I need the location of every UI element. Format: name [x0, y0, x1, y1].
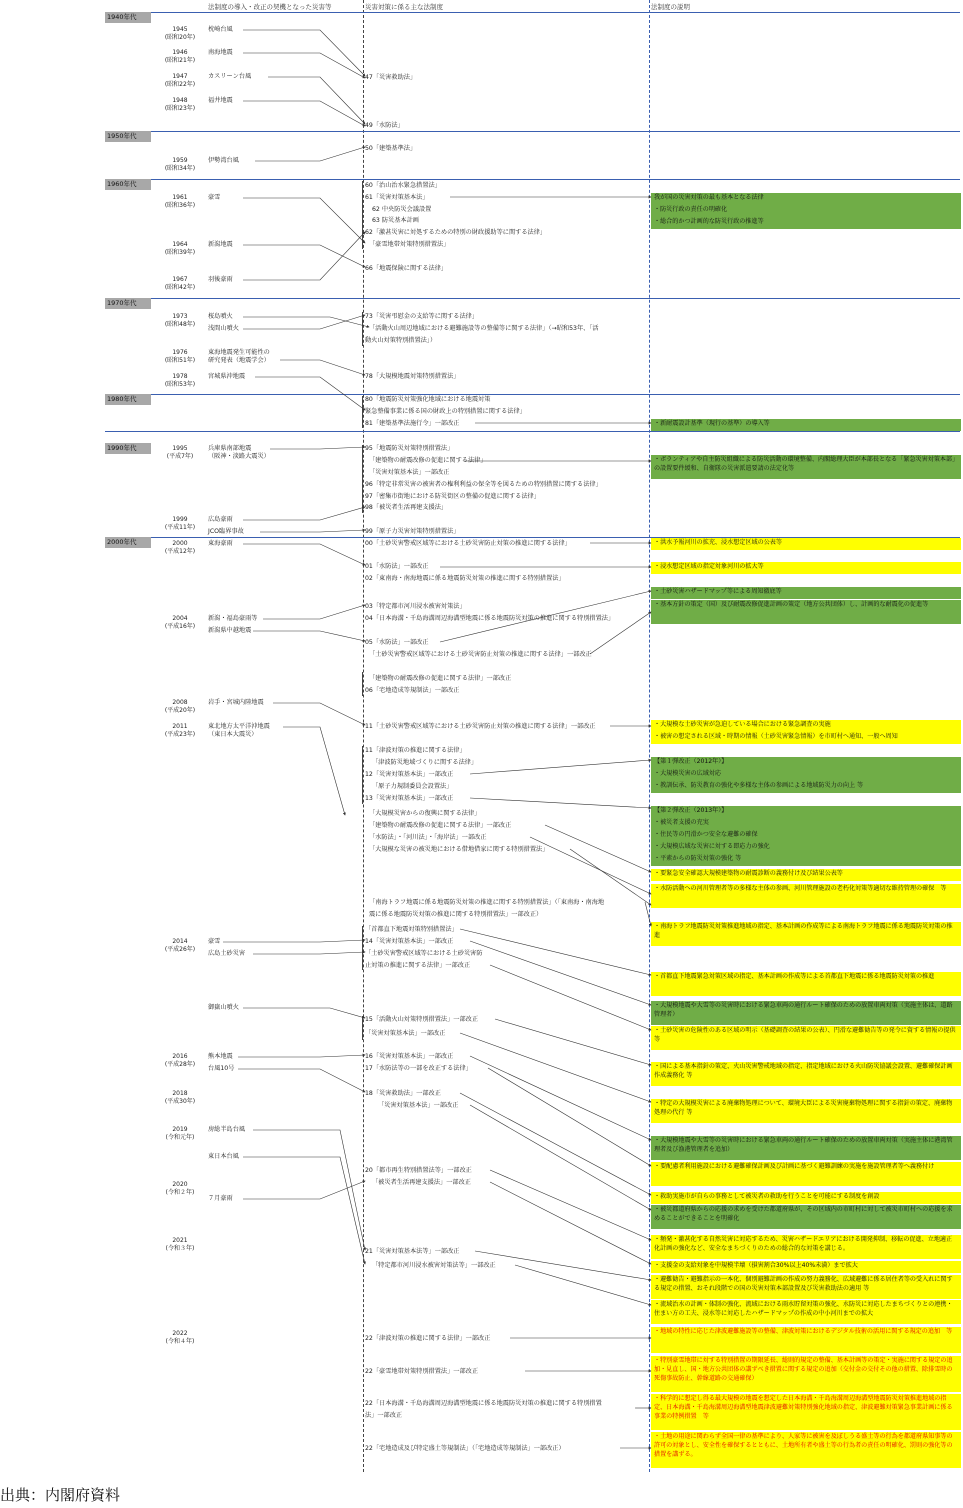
law-label: 95「地震防災対策特別措置法」 [365, 445, 454, 452]
connector [243, 544, 365, 565]
disaster-label: 御嶽山噴火 [208, 1004, 239, 1011]
connector [238, 1069, 365, 1092]
law-label: 「災害対策基本法」一部改正 [369, 469, 450, 476]
law-label: 「建築物の耐震改修の促進に関する法律」一部改正 [369, 675, 512, 682]
description-box: ・大規模広域な災害に対する即応力の強化 [651, 842, 961, 854]
connector [243, 245, 365, 267]
disaster-label: 広島豪雨 [208, 516, 233, 523]
law-label: 「活動火山周辺地域における避難施設等の整備等に関する法律」（→昭和53年、「活 [369, 325, 599, 332]
law-label: 「建築物の耐震改修の促進に関する法律」一部改正 [369, 822, 512, 829]
year-label: 2018 (平成30年) [164, 1090, 196, 1106]
connector [243, 1008, 365, 1018]
era-label: 1980年代 [105, 394, 151, 405]
era-label: 1970年代 [105, 298, 151, 309]
description-box: ・南海トラフ地震防災対策推進地域の指定、基本計画の作成等による南海トラフ地震に係る地震防災対策の推進 [651, 922, 961, 946]
law-label: 「水防法」・「河川法」・「海岸法」一部改正 [369, 834, 487, 841]
description-box: ・被害の想定される区域・時期の情報（土砂災害緊急情報）を市町村へ通知、一般へ周知 [651, 732, 961, 744]
connector [283, 727, 345, 815]
era-line [105, 298, 960, 299]
connector [470, 760, 651, 774]
year-label: 2022 (令和４年) [165, 1330, 195, 1346]
connector [460, 1093, 651, 1195]
law-label: 緊急整備事業に係る国の財政上の特別措置に関する法律」 [365, 408, 526, 415]
connector [495, 1019, 651, 1065]
header-col2: 災害対策に係る主な法制度 [365, 3, 443, 11]
law-label: 02「東南海・南海地震に係る地震防災対策の推進に関する特別措置法」 [365, 575, 565, 582]
disaster-label: 岩手・宮城内陸地震 [208, 699, 264, 706]
description-box: ・平素からの防災対策の強化 等 [651, 854, 961, 866]
law-label: 「災害対策基本法」一部改正 [365, 1030, 446, 1037]
connector [243, 315, 365, 329]
law-label: 97「密集市街地における防災街区の整備の促進に関する法律」 [365, 493, 540, 500]
source-note: 出典：内閣府資料 [0, 1486, 121, 1504]
law-label: 14「災害対策基本法」一部改正 [365, 938, 454, 945]
description-column-divider [649, 0, 650, 1472]
connector [475, 1251, 651, 1280]
disaster-label: 福井地震 [208, 97, 233, 104]
disaster-label: 新潟地震 [208, 241, 233, 248]
law-group-bracket [362, 445, 366, 513]
description-box: ・要緊急安全確認大規模建築物の耐震診断の義務付け及び結果公表等 [651, 869, 961, 881]
law-label: 96「特定非常災害の被害者の権利利益の保全等を図るための特別措置に関する法律」 [365, 481, 602, 488]
law-label: 16「災害対策基本法」一部改正 [365, 1053, 454, 1060]
connector [260, 530, 365, 532]
year-label: 1973 (昭和48年) [164, 313, 196, 329]
disaster-label: 台風10号 [208, 1065, 235, 1072]
disaster-label: 浅間山噴火 [208, 325, 239, 332]
description-box: ・大規模地震や大雪等の災害時における緊急車両の通行ルート確保のための放置車両対策（実施主体は、道路管理者） [651, 1001, 961, 1025]
description-box: ・大規模な土砂災害が急迫している場合における緊急調査の実施 [651, 720, 961, 732]
law-label: 「大規模災害からの復興に関する法律」 [369, 810, 481, 817]
connector [470, 1105, 651, 1210]
description-box: ・流域治水の計画・体制の強化、流域における雨水貯留対策の強化、水防災に対応したまちづくりとの連携・住まい方の工夫、浸水等に対応したハザードマップの作成の中小河川までの拡大 [651, 1300, 961, 1324]
disaster-label: 豪雪 [208, 194, 221, 201]
year-label: 2021 (令和３年) [165, 1237, 195, 1253]
era-line [105, 394, 960, 395]
disaster-label: 枕崎台風 [208, 26, 233, 33]
year-label: 2016 (平成28年) [164, 1053, 196, 1069]
description-box: ・首都直下地震緊急対策区域の指定、基本計画の作成等による首都直下地震に係る地震防災対策の推進 [651, 972, 961, 996]
connector [570, 849, 651, 905]
connector [545, 825, 651, 872]
era-line [105, 179, 960, 180]
disaster-label: 熊本地震 [208, 1053, 233, 1060]
description-box: ・被災都道府県からの応援の求めを受けた都道府県が、その区域内の市町村に対して被災市町村への応援を求めることができることを明確化 [651, 1205, 961, 1229]
connector [490, 1170, 651, 1240]
description-box: ・頻発・激甚化する自然災害に対応するため、災害ハザードエリアにおける開発抑制、移転の促進、立地適正化計画の強化など、安全なまちづくりのための総合的な対策を講じる。 [651, 1235, 961, 1259]
year-label: 1978 (昭和53年) [164, 373, 196, 389]
description-box: ・基本方針の策定（国）及び耐震改修促進計画の策定（地方公共団体）し、計画的な耐震化の促進等 [651, 600, 961, 624]
description-box: ・科学的に想定し得る最大規模の地震を想定した日本海溝・千島海溝周辺海溝型地震防災対策推進地域の指定、日本海溝・千島海溝周辺海溝型地震津波避難対策特別強化地域の指定、津波避難対策緊急事業計画に係る事業の特例措置 等 [651, 1394, 961, 1430]
description-box: ・水防活動への河川管理者等の多様な主体の参画、河川管理施設の老朽化対策等適切な維持管理の確保 等 [651, 884, 961, 908]
connector [460, 929, 651, 975]
header-col1: 法制度の導入・改正の契機となった災害等 [208, 3, 332, 11]
description-box: ・土砂災害ハザードマップ等による周知徹底等 [651, 587, 961, 599]
law-label: 60「治山治水緊急措置法」 [365, 182, 441, 189]
connector [243, 101, 365, 126]
era-line [105, 131, 960, 132]
year-label: 2019 (令和元年) [165, 1126, 195, 1142]
law-label: 法」一部改正 [365, 1412, 403, 1419]
year-label: 1999 (平成11年) [164, 516, 196, 532]
description-box: ・土砂災害の危険性のある区域の明示（基礎調査の結果の公表）、円滑な避難勧告等の発令に資する情報の提供 等 [651, 1026, 961, 1050]
disaster-label: 房総半島台風 [208, 1126, 246, 1133]
disaster-label: カスリーン台風 [208, 73, 252, 80]
law-label: 11「土砂災害警戒区域等における土砂災害防止対策の推進に関する法律」一部改正 [365, 723, 596, 730]
year-label: 1964 (昭和39年) [164, 241, 196, 257]
connector [470, 798, 651, 808]
law-label: 22「日本海溝・千島海溝周辺海溝型地震に係る地震防災対策の推進に関する特別措置 [365, 1400, 602, 1407]
era-line [105, 431, 960, 432]
connector [253, 952, 365, 954]
law-label: 22「豪雪地帯対策特別措置法」一部改正 [365, 1368, 479, 1375]
law-label: 「南海トラフ地震に係る地震防災対策の推進に関する特別措置法」（「東南海・南海地 [369, 899, 605, 906]
connector [490, 965, 651, 1030]
law-label: 13「災害対策基本法」一部改正 [365, 795, 454, 802]
year-label: 1946 (昭和21年) [164, 49, 196, 65]
law-label: 81「建築基準法施行令」一部改正 [365, 420, 460, 427]
law-label: 「建築物の耐震改修の促進に関する法律」 [369, 457, 487, 464]
law-label: 「特定都市河川浸水被害対策法等」一部改正 [372, 1262, 496, 1269]
law-label: 15「活動火山対策特別措置法」一部改正 [365, 1016, 479, 1023]
description-box: ・被災者支援の充実 [651, 818, 961, 830]
law-label: 05「水防法」一部改正 [365, 639, 429, 646]
law-label: 62「激甚災害に対処するための特別の財政援助等に関する法律」 [365, 229, 547, 236]
year-label: 2011 (平成23年) [164, 723, 196, 739]
connector [470, 941, 651, 1005]
law-label: 01「水防法」一部改正 [365, 563, 429, 570]
disaster-label: 新潟県中越地震 [208, 627, 252, 634]
connector [273, 703, 365, 725]
law-label: 「原子力規制委員会設置法」 [372, 783, 453, 790]
description-box: ・教訓伝承、防災教育の強化や多様な主体の参画による地域防災力の向上 等 [651, 781, 961, 793]
law-label: 00「土砂災害警戒区域等における土砂災害防止対策の推進に関する法律」 [365, 540, 571, 547]
description-box: ・住民等の円滑かつ安全な避難の確保 [651, 830, 961, 842]
description-box: ・ボランティアや自主防災組織による防災活動の環境整備、内閣総理大臣が本部長となる「緊急災害対策本部」の設置要件緩和、自衛隊の災害派遣要請の法定化等 [651, 455, 961, 479]
law-label: 12「災害対策基本法」一部改正 [365, 771, 454, 778]
law-label: 04「日本海溝・千島海溝周辺海溝型地震に係る地震防災対策の推進に関する特別措置法」 [365, 615, 615, 622]
law-label: 62 中央防災会議設置 [372, 206, 432, 213]
disaster-label: 東北地方太平洋沖地震 （東日本大震災） [208, 723, 270, 739]
law-label: 99「原子力災害対策特別措置法」 [365, 528, 460, 535]
connector [253, 1130, 365, 1250]
era-label: 1960年代 [105, 179, 151, 190]
disaster-label: 羽後豪雨 [208, 276, 233, 283]
description-box: ・防災行政の責任の明確化 [651, 205, 961, 217]
description-box: ・特定の大規模災害による廃棄物処理について、環境大臣による災害廃棄物処理に関する指針の策定、廃棄物処理の代行 等 [651, 1099, 961, 1123]
disaster-label: 桜島噴火 [208, 313, 233, 320]
year-label: 1947 (昭和22年) [164, 73, 196, 89]
header-col3: 法制度の説明 [651, 3, 690, 11]
connector [280, 360, 365, 375]
connector [470, 1056, 651, 1140]
description-box: ・総合的かつ計画的な防災行政の推進等 [651, 217, 961, 229]
disaster-label: 南海地震 [208, 49, 233, 56]
year-label: 2004 (平成16年) [164, 615, 196, 631]
connector [238, 1055, 365, 1057]
description-box: 【第１弾改正（2012年）】 [651, 757, 961, 769]
year-label: 2014 (平成26年) [164, 938, 196, 954]
law-label: 「豪雪地帯対策特別措置法」 [369, 241, 450, 248]
law-label: 「津波防災地域づくりに関する法律」 [372, 759, 478, 766]
law-label: 「首都直下地震対策特別措置法」 [365, 926, 458, 933]
law-label: 22「津波対策の推進に関する法律」一部改正 [365, 1335, 491, 1342]
law-label: 50「建築基準法」 [365, 145, 417, 152]
connector [268, 77, 365, 124]
disaster-label: 広島土砂災害 [208, 950, 246, 957]
law-label: 61「災害対策基本法」 [365, 194, 429, 201]
connector [263, 605, 365, 619]
law-label: 11「津波対策の推進に関する法律」 [365, 747, 466, 754]
disaster-label: 伊勢湾台風 [208, 157, 239, 164]
connector [460, 1033, 651, 1102]
year-label: 1976 (昭和51年) [164, 349, 196, 365]
connector [253, 631, 365, 641]
disaster-label: JCO臨界事故 [208, 528, 244, 535]
disaster-label: ７月豪雨 [208, 1195, 233, 1202]
year-label: 2020 (令和２年) [165, 1181, 195, 1197]
law-label: 18「災害救助法」一部改正 [365, 1090, 441, 1097]
description-box: ・浸水想定区域の指定対象河川の拡大等 [651, 562, 961, 574]
year-label: 2000 (平成12年) [164, 540, 196, 556]
year-label: 1959 (昭和34年) [164, 157, 196, 173]
disaster-label: 新潟・福島豪雨等 [208, 615, 258, 622]
law-label: 80「地震防災対策強化地域における地震対策 [365, 396, 491, 403]
law-label: 「災害対策基本法」一部改正 [378, 1102, 459, 1109]
law-label: 「土砂災害警戒区域等における土砂災害防止対策の推進に関する法律」一部改正 [369, 651, 592, 658]
era-label: 2000年代 [105, 537, 151, 548]
law-label: 「大規模な災害の被災地における借地借家に関する特別措置法」 [369, 846, 549, 853]
connector [490, 1182, 651, 1264]
law-label: 63 防災基本計画 [372, 217, 419, 224]
description-box: ・特別豪雪地帯に対する特別措置の期限延長、総則的規定の整備、基本計画等の策定・実施に関する規定の追加・見直し、国・地方公共団体の講ずべき措置に関する規定の追加（交付金の交付その他の措置、除排雪時の死傷事故防止、幹線道路の交通確保） [651, 1356, 961, 1392]
law-label: 20「都市再生特別措置法等」一部改正 [365, 1167, 472, 1174]
description-box: ・支援金の支給対象を中規模半壊（損害割合30%以上40%未満）まで拡大 [651, 1261, 961, 1273]
law-label: 17「水防法等の一部を改正する法律」 [365, 1065, 472, 1072]
description-box: ・国による基本指針の策定、火山災害警戒地域の指定、指定地域における火山防災協議会設置、避難確保計画作成義務化 等 [651, 1062, 961, 1086]
year-label: 1995 (平成7年) [166, 445, 194, 461]
disaster-label: 豪雪 [208, 938, 221, 945]
connector [243, 53, 365, 78]
law-label: 49「水防法」 [365, 122, 404, 129]
connector [255, 147, 365, 161]
connector [488, 1068, 651, 1166]
year-label: 1967 (昭和42年) [164, 276, 196, 292]
law-label: 03「特定都市河川浸水被害対策法」 [365, 603, 466, 610]
connector [223, 940, 365, 942]
connector [243, 317, 369, 327]
description-box: ・土地の用途に関わらず全国一律の基準により、人家等に被害を及ぼしうる盛土等の行為を都道府県知事等の許可の対象とし、安全性を確保するとともに、土地所有者や盛土等の行為者の責任の明確化、罰則の強化等の措置を講ずる。 [651, 1432, 961, 1468]
connector [243, 507, 365, 520]
law-label: 66「地震保険に関する法律」 [365, 265, 448, 272]
law-label: 21「災害対策基本法等」一部改正 [365, 1248, 460, 1255]
description-box: ・大規模地震や大雪等の災害時における緊急車両の通行ルート確保のための放置車両対策（実施主体に港湾管理者及び漁港管理者を追加） [651, 1136, 961, 1160]
description-box: ・避難勧告・避難指示の一本化、個別避難計画の作成の努力義務化、広域避難に係る居住者等の受入れに関する規定の措置、おそれ段階での国の災害対策本部設置及び災害救助法の適用 等 [651, 1275, 961, 1299]
year-label: 1945 (昭和20年) [164, 26, 196, 42]
law-label: 73「災害弔慰金の支給等に関する法律」 [365, 313, 479, 320]
description-box: ・新耐震設計基準（現行の基準）の導入等 [651, 419, 961, 431]
law-label: 震に係る地震防災対策の推進に関する特別措置法」一部改正） [369, 911, 543, 918]
year-label: 2008 (平成20年) [164, 699, 196, 715]
disaster-label: 宮城県沖地震 [208, 373, 246, 380]
disaster-label: 兵庫県南部地震 （阪神・淡路大震災） [208, 445, 270, 461]
connector [243, 198, 365, 243]
description-box: 我が国の災害対策の最も基本となる法律 [651, 193, 961, 205]
description-box: ・救助実施市が自らの事務として被災者の救助を行うことを可能にする制度を創設 [651, 1192, 961, 1204]
connector [243, 30, 365, 76]
disaster-label: 東日本台風 [208, 1153, 239, 1160]
connector [515, 1265, 651, 1305]
disaster-label: 東海地震発生可能性の 研究発表（地震学会） [208, 349, 270, 365]
law-label: 止対策の推進に関する法律」一部改正 [365, 962, 471, 969]
description-box: 【第２弾改正（2013年）】 [651, 806, 961, 818]
law-group-bracket [362, 181, 366, 249]
year-label: 1961 (昭和36年) [164, 194, 196, 210]
description-box: ・要配慮者利用施設における避難確保計画及び計画に基づく避難訓練の実施を施設管理者等へ義務付け [651, 1162, 961, 1186]
description-box: ・地域の特性に応じた津波避難施設等の整備、津波対策におけるデジタル技術の活用に関する規定の追加 等 [651, 1327, 961, 1353]
era-line [105, 12, 960, 13]
law-label: 47「災害救助法」 [365, 74, 417, 81]
connector [243, 1181, 365, 1199]
law-label: 動火山対策特別措置法」） [365, 337, 437, 344]
year-label: 1948 (昭和23年) [164, 97, 196, 113]
law-label: 「土砂災害警戒区域等における土砂災害防 [365, 950, 483, 957]
disaster-label: 東海豪雨 [208, 540, 233, 547]
description-box: ・大規模災害の広域対応 [651, 769, 961, 781]
law-label: 98「被災者生活再建支援法」 [365, 504, 448, 511]
era-label: 1940年代 [105, 12, 151, 23]
connector [243, 1157, 365, 1264]
connector [243, 232, 365, 280]
description-box: ・洪水予報河川の拡充、浸水想定区域の公表等 [651, 538, 961, 550]
law-label: 78「大規模地震対策特別措置法」 [365, 373, 460, 380]
era-label: 1990年代 [105, 443, 151, 454]
law-label: 06「宅地造成等規制法」一部改正 [365, 687, 460, 694]
law-label: 「被災者生活再建支援法」一部改正 [372, 1179, 471, 1186]
era-label: 1950年代 [105, 131, 151, 142]
law-label: 22「宅地造成及び特定盛土等規制法」（「宅地造成等規制法」一部改正） [365, 1445, 565, 1452]
connector [270, 447, 365, 449]
